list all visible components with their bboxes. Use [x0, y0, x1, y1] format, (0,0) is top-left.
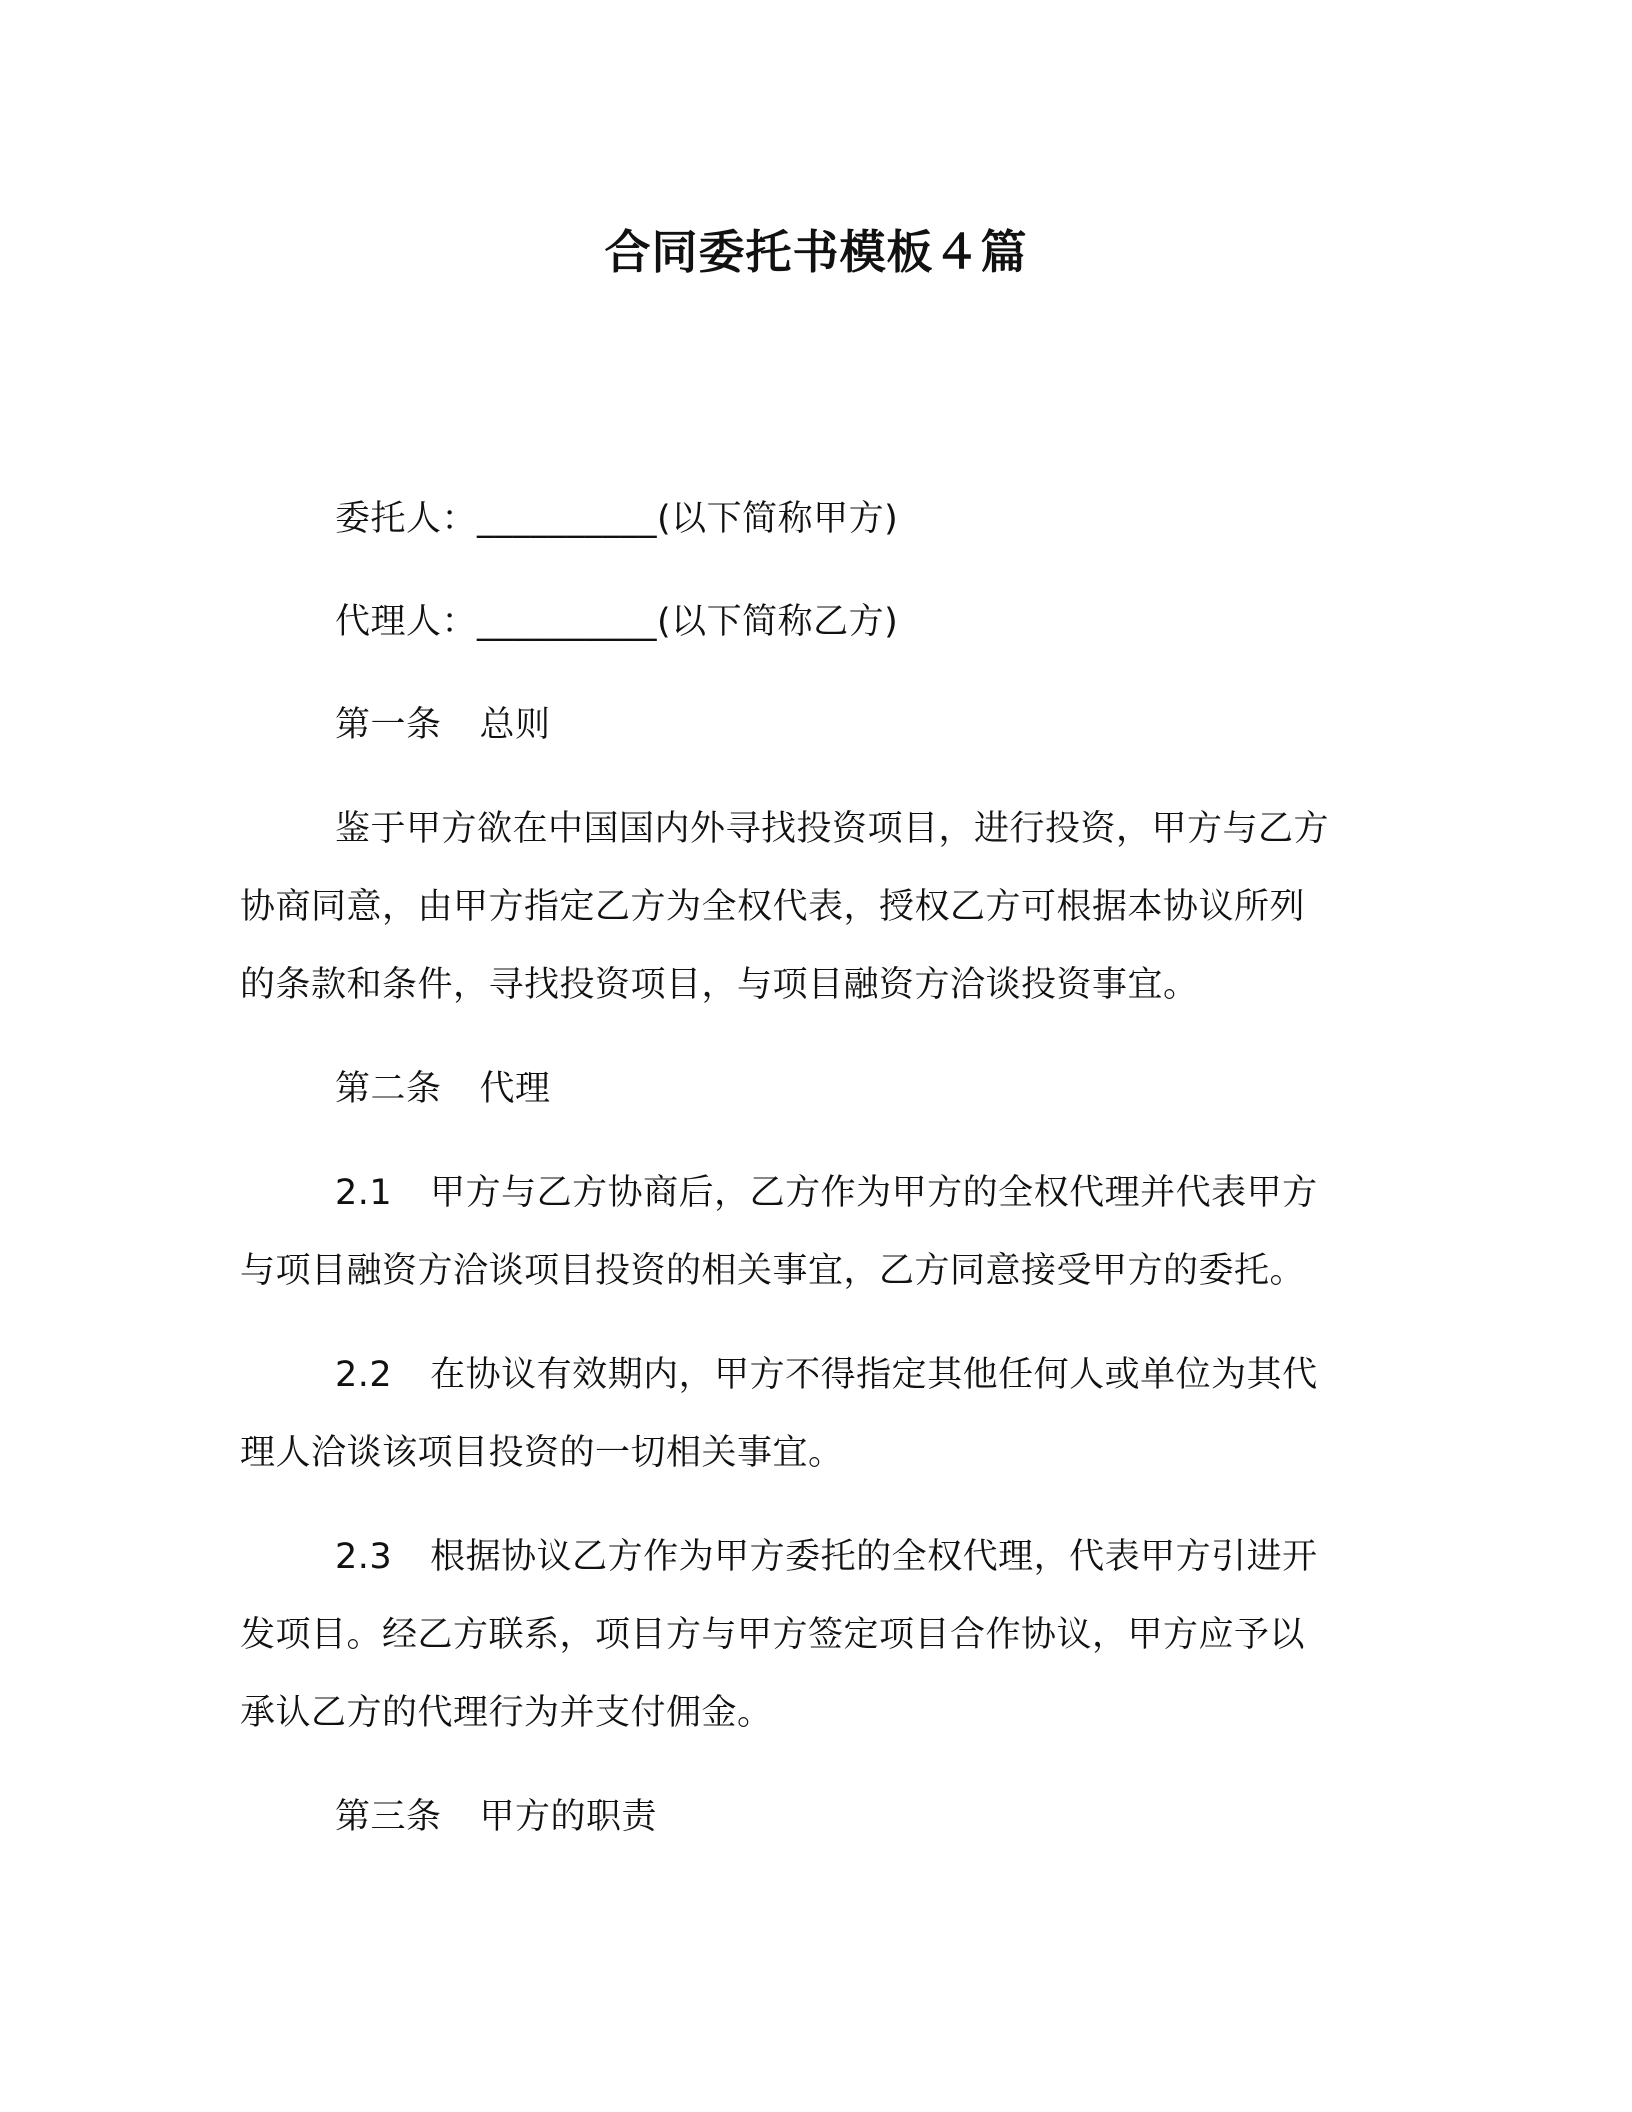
clause-2-1-line-2: 与项目融资方洽谈项目投资的相关事宜，乙方同意接受甲方的委托。 — [240, 1251, 1306, 1291]
article-1-title: 总则 — [479, 705, 551, 745]
clause-2-2-line-2: 理人洽谈该项目投资的一切相关事宜。 — [240, 1433, 844, 1473]
article-1-body-line-1: 鉴于甲方欲在中国国内外寻找投资项目，进行投资，甲方与乙方 — [335, 809, 1330, 849]
article-2-number: 第二条 — [335, 1069, 442, 1109]
clause-2-3-line-2: 发项目。经乙方联系，项目方与甲方签定项目合作协议，甲方应予以 — [240, 1615, 1306, 1655]
party-a-line: 委托人：__________(以下简称甲方) — [335, 499, 899, 539]
clause-2-3-line-3: 承认乙方的代理行为并支付佣金。 — [240, 1693, 773, 1733]
document-title: 合同委托书模板４篇 — [604, 225, 1028, 279]
article-1-heading — [240, 686, 1475, 764]
article-2-heading — [240, 1050, 1475, 1128]
article-3-title: 甲方的职责 — [479, 1797, 658, 1837]
party-b-line: 代理人：__________(以下简称乙方) — [335, 602, 899, 642]
article-2-title: 代理 — [479, 1069, 551, 1109]
article-1-body-line-2: 协商同意，由甲方指定乙方为全权代表，授权乙方可根据本协议所列 — [240, 887, 1306, 927]
clause-2-1-line-1 — [240, 1154, 1475, 1232]
article-3-heading — [240, 1778, 1475, 1856]
article-1-body-line-3: 的条款和条件，寻找投资项目，与项目融资方洽谈投资事宜。 — [240, 965, 1199, 1005]
clause-2-2-line-1 — [240, 1336, 1475, 1414]
article-3-number: 第三条 — [335, 1797, 442, 1837]
clause-2-3-text: 根据协议乙方作为甲方委托的全权代理，代表甲方引进开 — [430, 1537, 1318, 1577]
clause-2-3-line-1 — [240, 1518, 1475, 1596]
clause-2-1-number: 2.1 — [335, 1173, 393, 1213]
clause-2-2-number: 2.2 — [335, 1355, 393, 1395]
clause-2-1-text: 甲方与乙方协商后，乙方作为甲方的全权代理并代表甲方 — [430, 1173, 1318, 1213]
clause-2-3-number: 2.3 — [335, 1537, 393, 1577]
clause-2-2-text: 在协议有效期内，甲方不得指定其他任何人或单位为其代 — [430, 1355, 1318, 1395]
article-1-number: 第一条 — [335, 705, 442, 745]
